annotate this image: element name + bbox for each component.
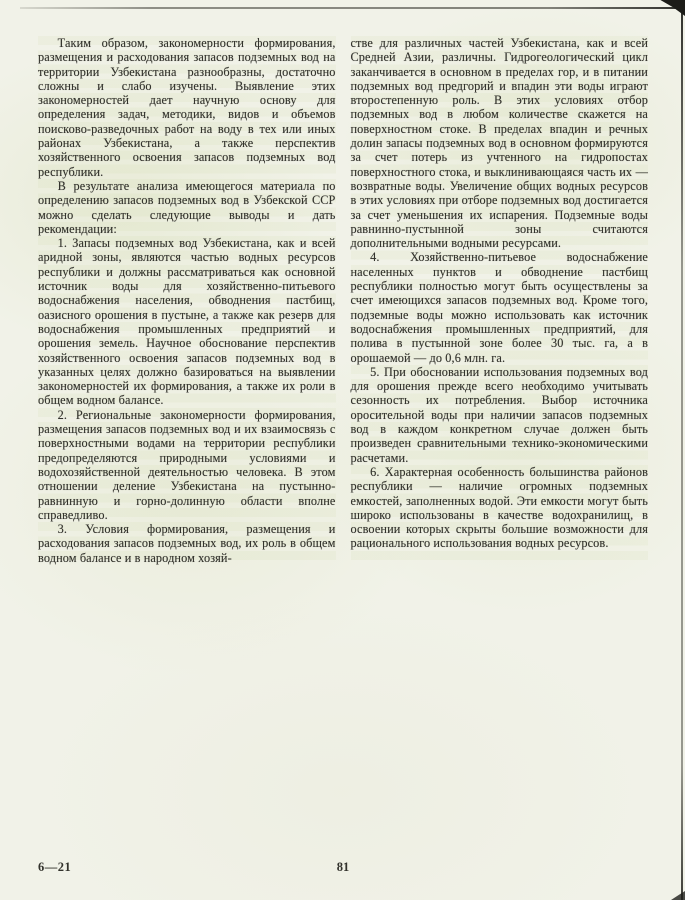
scan-edge-top <box>20 7 680 9</box>
printer-signature: 6—21 <box>38 860 72 874</box>
paragraph: 1. Запасы подземных вод Узбекистана, как и всей аридной зоны, являются частью водных ресурсов республики и должны рассматриваться как основной источник воды для хозяйственно-питьевого водоснабжения населения, обводнения пастбищ, оазисного орошения в пустыне, а также как резерв для водоснабжения промышленных предприятий и орошения земель. Научное обоснование перспектив хозяйственного освоения запасов подземных вод в указанных целях должно базироваться на выявлении закономерностей их формирования, а также их роли в общем водном балансе. <box>38 236 336 408</box>
paragraph: 3. Условия формирования, размещения и расходования запасов подземных вод, их роль в общем водном балансе и в народном хозяй- <box>38 522 336 565</box>
page-footer <box>38 860 648 878</box>
paragraph: Таким образом, закономерности формирования, размещения и расходования запасов подземных вод на территории Узбекистана разнообразны, достаточно сложны и слабо изучены. Выявление этих закономерностей дает научную основу для определения задач, методики, видов и объемов поисково-разведочных работ на воду в тех или иных районах Узбекистана, а также перспектив хозяйственного освоения запасов подземных вод республики. <box>38 36 336 179</box>
paragraph: 5. При обосновании использования подземных вод для орошения прежде всего необходимо учитывать сезонность их потребления. Выбор источника оросительной воды при наличии запасов подземных вод в каждом конкретном случае должен быть произведен сравнительными технико-экономическими расчетами. <box>350 364 648 465</box>
left-column <box>38 36 336 565</box>
paragraph: 6. Характерная особенность большинства районов республики — наличие огромных подземных емкостей, заполненных водой. Эти емкости могут быть широко использованы в качестве водохранилищ, в освоении которых скрыты большие возможности для рационального использования водных ресурсов. <box>350 464 648 551</box>
paragraph: 4. Хозяйственно-питьевое водоснабжение населенных пунктов и обводнение пастбищ республики полностью могут быть осуществлены за счет имеющихся запасов подземных вод. Кроме того, подземные воды можно использовать как источник водоснабжения промышленных предприятий, для полива в пустынной зоне более 30 тыс. га, а в орошаемой — до 0,6 млн. га. <box>350 250 648 365</box>
paragraph: В результате анализа имеющегося материала по определению запасов подземных вод в Узбекской ССР можно сделать следующие выводы и дать рекомендации: <box>38 178 336 236</box>
text-columns <box>38 36 648 565</box>
right-column <box>351 36 649 565</box>
paragraph: стве для различных частей Узбекистана, как и всей Средней Азии, различны. Гидрогеологический цикл заканчивается в основном в пределах гор, и в питании подземных вод предгорий и впадин эти воды играют второстепенную роль. В этих условиях отбор подземных вод в любом количестве скажется на поверхностном стоке. В пределах впадин и речных долин запасы подземных вод в основном формируются за счет потерь из учтенного на гидропостах поверхностного стока, и выклинивающаяся часть их — возвратные воды. Увеличение общих водных ресурсов в этих условиях при отборе подземных вод достигается за счет уменьшения их испарения. Подземные воды равнинно-пустынной зоны считаются дополнительными водными ресурсами. <box>350 36 648 251</box>
page-number: 81 <box>336 860 350 874</box>
paragraph: 2. Региональные закономерности формирования, размещения запасов подземных вод и их взаимосвязь с поверхностными водами на территории республики предопределяются природными условиями и водохозяйственной деятельностью человека. В этом отношении деление Узбекистана на пустынно-равнинную и горно-долинную области вполне справедливо. <box>38 407 336 522</box>
scan-edge-right <box>681 0 683 900</box>
